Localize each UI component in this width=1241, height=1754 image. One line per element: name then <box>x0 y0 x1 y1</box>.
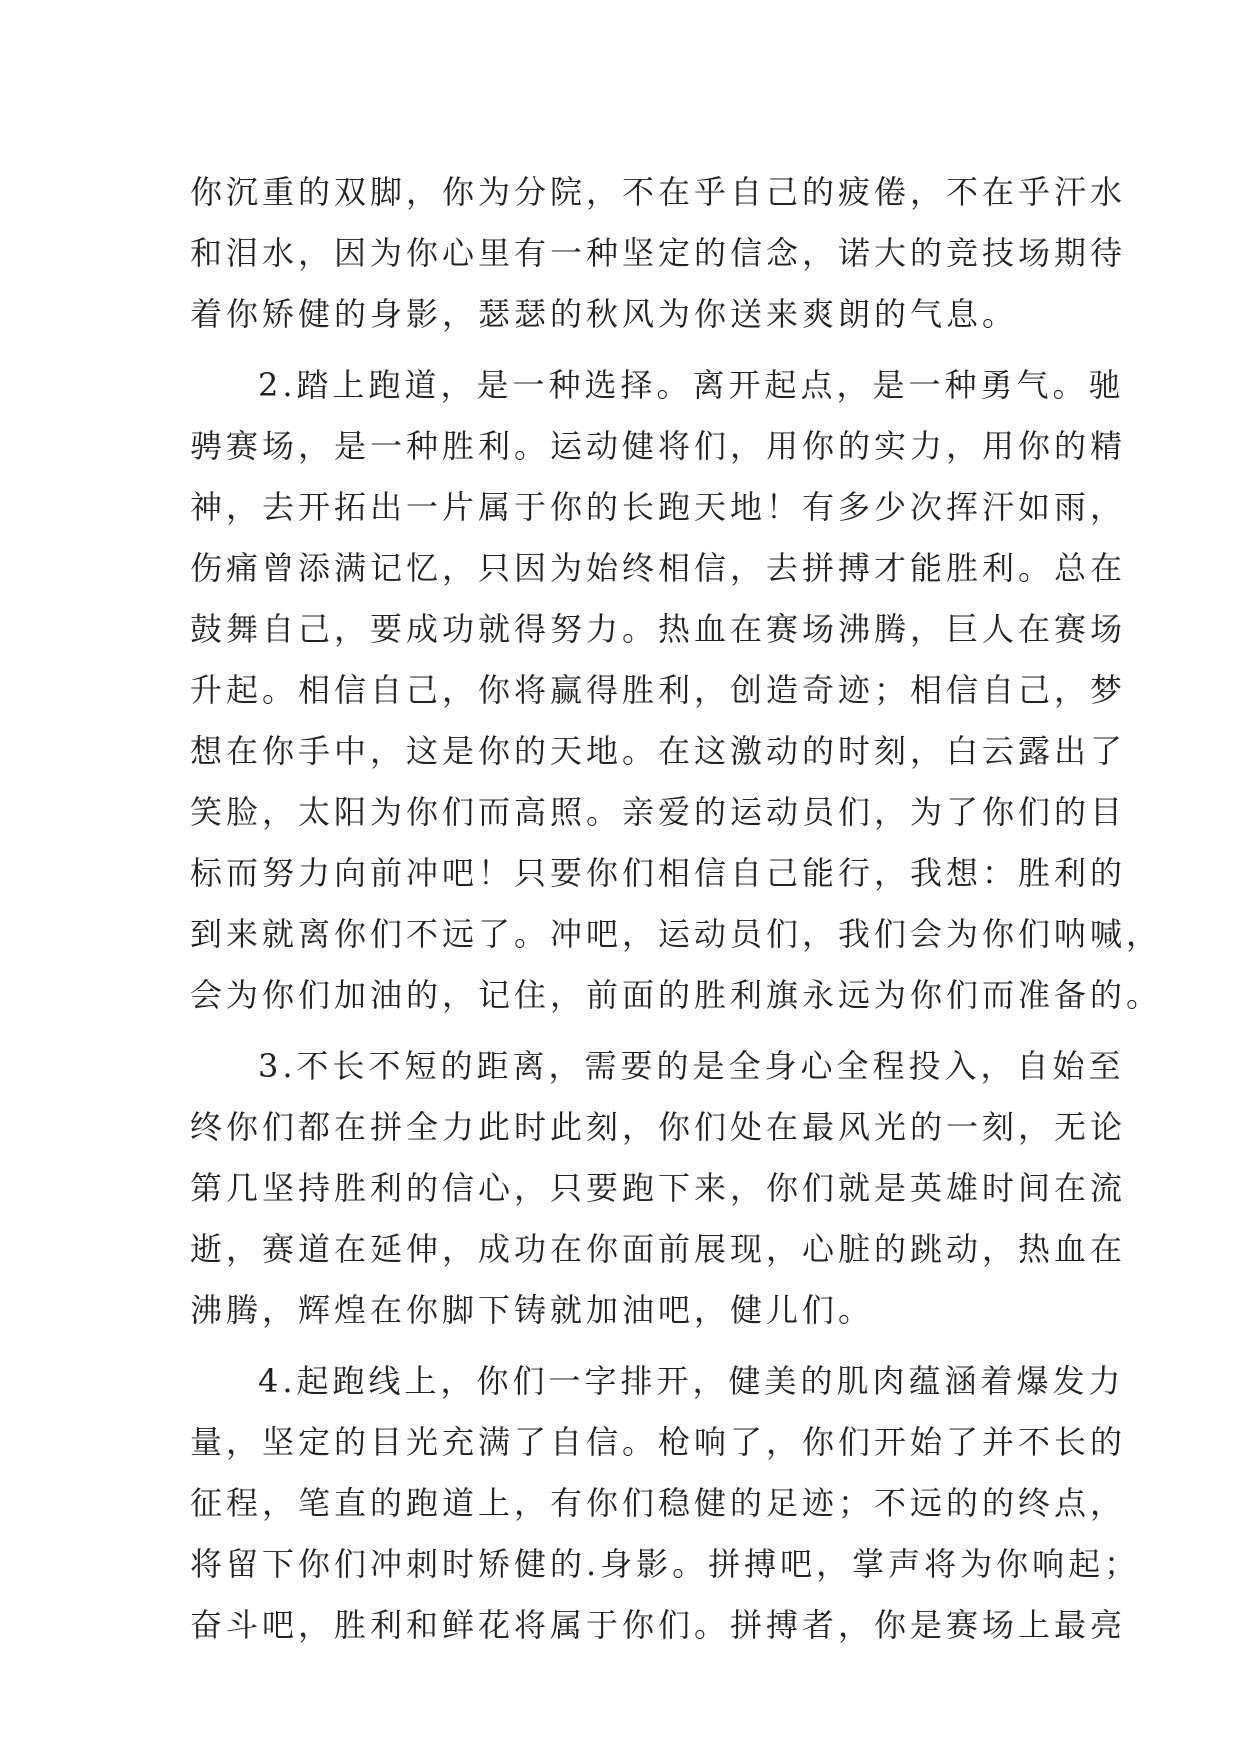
text-line: 逝，赛道在延伸，成功在你面前展现，心脏的跳动，热血在 <box>190 1230 1127 1268</box>
text-line: 终你们都在拼全力此时此刻，你们处在最风光的一刻，无论 <box>190 1108 1127 1146</box>
text-line: 量，坚定的目光充满了自信。枪响了，你们开始了并不长的 <box>190 1423 1127 1461</box>
text-line: 奋斗吧，胜利和鲜花将属于你们。拼搏者，你是赛场上最亮 <box>190 1606 1127 1644</box>
text-line: 标而努力向前冲吧！只要你们相信自己能行，我想：胜利的 <box>190 854 1127 892</box>
document-body <box>190 162 1163 1656</box>
text-line: 2.踏上跑道，是一种选择。离开起点，是一种勇气。驰 <box>258 366 1125 404</box>
text-line: 想在你手中，这是你的天地。在这激动的时刻，白云露出了 <box>190 732 1127 770</box>
text-line: 到来就离你们不远了。冲吧，运动员们，我们会为你们呐喊， <box>190 915 1163 953</box>
paragraph-1 <box>190 162 1127 345</box>
text-line: 鼓舞自己，要成功就得努力。热血在赛场沸腾，巨人在赛场 <box>190 610 1127 648</box>
text-line: 骋赛场，是一种胜利。运动健将们，用你的实力，用你的精 <box>190 427 1127 465</box>
text-line: 4.起跑线上，你们一字排开，健美的肌肉蕴涵着爆发力 <box>258 1362 1125 1400</box>
text-line: 你沉重的双脚，你为分院，不在乎自己的疲倦，不在乎汗水 <box>190 173 1127 211</box>
text-line: 3.不长不短的距离，需要的是全身心全程投入，自始至 <box>258 1047 1125 1085</box>
paragraph-4 <box>190 1351 1141 1656</box>
paragraph-2 <box>190 355 1163 1026</box>
text-line: 着你矫健的身影，瑟瑟的秋风为你送来爽朗的气息。 <box>190 295 1019 333</box>
text-line: 升起。相信自己，你将赢得胜利，创造奇迹；相信自己，梦 <box>190 671 1127 709</box>
text-line: 第几坚持胜利的信心，只要跑下来，你们就是英雄时间在流 <box>190 1169 1127 1207</box>
text-line: 笑脸，太阳为你们而高照。亲爱的运动员们，为了你们的目 <box>190 793 1127 831</box>
text-line: 沸腾，辉煌在你脚下铸就加油吧，健儿们。 <box>190 1291 875 1329</box>
text-line: 征程，笔直的跑道上，有你们稳健的足迹；不远的的终点， <box>190 1484 1127 1522</box>
text-line: 和泪水，因为你心里有一种坚定的信念，诺大的竞技场期待 <box>190 234 1127 272</box>
text-line: 伤痛曾添满记忆，只因为始终相信，去拼搏才能胜利。总在 <box>190 549 1127 587</box>
text-line: 将留下你们冲刺时矫健的.身影。拼搏吧，掌声将为你响起； <box>190 1545 1141 1583</box>
text-line: 神，去开拓出一片属于你的长跑天地！有多少次挥汗如雨， <box>190 488 1127 526</box>
paragraph-3 <box>190 1036 1127 1341</box>
text-line: 会为你们加油的，记住，前面的胜利旗永远为你们而准备的。 <box>190 976 1163 1014</box>
